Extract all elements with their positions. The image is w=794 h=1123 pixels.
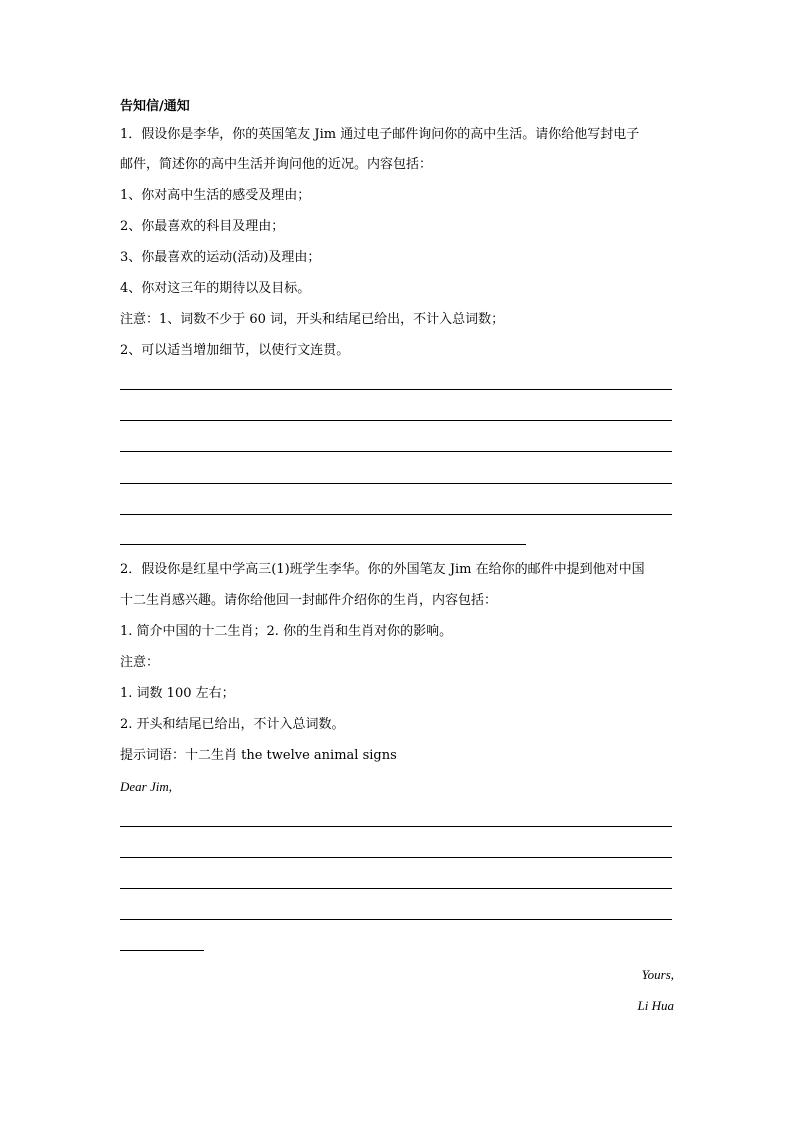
- q2-prompt-line-1: 2．假设你是红星中学高三(1)班学生李华。你的外国笔友 Jim 在给你的邮件中提到他对中国: [120, 562, 645, 577]
- q2-answer-line-1: [120, 826, 672, 827]
- q1-item-4: 4、你对这三年的期待以及目标。: [120, 281, 311, 296]
- q2-note-1: 1. 词数 100 左右；: [120, 686, 235, 701]
- q2-answer-line-3: [120, 888, 672, 889]
- q1-note-2: 2、可以适当增加细节，以使行文连贯。: [120, 343, 350, 358]
- q1-answer-line-1: [120, 389, 672, 390]
- q2-hint: 提示词语：十二生肖 the twelve animal signs: [120, 748, 397, 763]
- q1-item-1: 1、你对高中生活的感受及理由；: [120, 188, 311, 203]
- q1-item-2: 2、你最喜欢的科目及理由；: [120, 219, 285, 234]
- q1-answer-line-2: [120, 420, 672, 421]
- q2-greeting: Dear Jim,: [120, 779, 172, 794]
- q1-note-1: 注意：1、词数不少于 60 词，开头和结尾已给出，不计入总词数；: [120, 312, 505, 327]
- section-title: 告知信/通知: [120, 99, 190, 114]
- q1-answer-line-3: [120, 451, 672, 452]
- q1-answer-line-5: [120, 514, 672, 515]
- q2-note-label: 注意：: [120, 655, 160, 670]
- q1-answer-line-4: [120, 483, 672, 484]
- q1-prompt-line-2: 邮件，简述你的高中生活并询问他的近况。内容包括：: [120, 157, 433, 172]
- q2-note-2: 2. 开头和结尾已给出，不计入总词数。: [120, 717, 345, 732]
- q2-closing: Yours,: [641, 967, 674, 982]
- q2-answer-line-2: [120, 857, 672, 858]
- q2-prompt-line-2: 十二生肖感兴趣。请你给他回一封邮件介绍你的生肖，内容包括：: [120, 593, 498, 608]
- q1-prompt-line-1: 1．假设你是李华，你的英国笔友 Jim 通过电子邮件询问你的高中生活。请你给他写封电子: [120, 127, 640, 142]
- q2-signature: Li Hua: [637, 998, 674, 1013]
- q1-item-3: 3、你最喜欢的运动(活动)及理由；: [120, 250, 321, 265]
- q2-content: 1. 简介中国的十二生肖；2. 你的生肖和生肖对你的影响。: [120, 624, 453, 639]
- q2-answer-line-4: [120, 919, 672, 920]
- q2-answer-line-5: [120, 950, 204, 951]
- q1-answer-line-6: [120, 544, 526, 545]
